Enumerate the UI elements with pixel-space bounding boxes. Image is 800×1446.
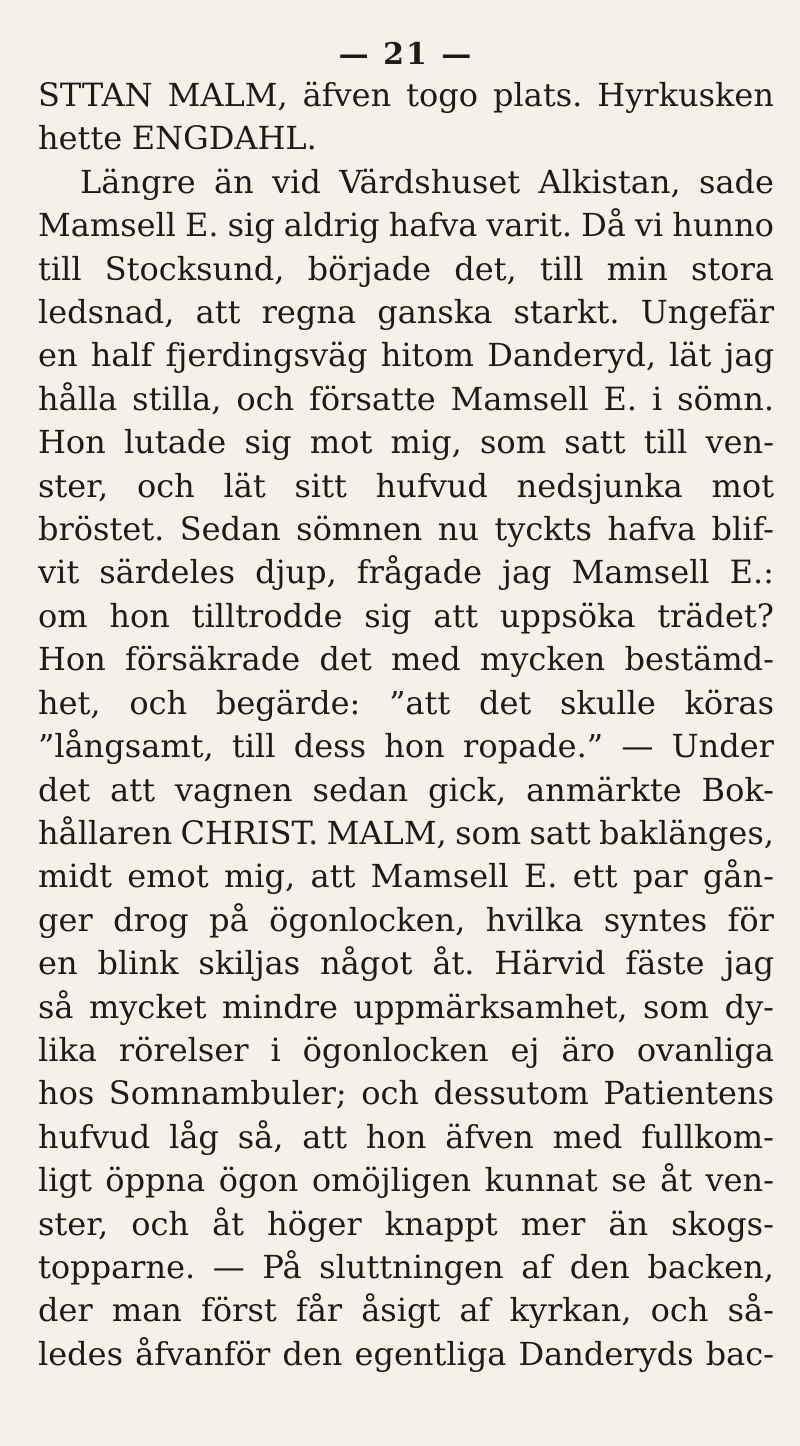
word: den bbox=[569, 1247, 630, 1286]
word: skulle bbox=[559, 683, 656, 722]
word: Värdshuset bbox=[339, 162, 521, 201]
word: skiljas bbox=[198, 944, 301, 983]
text-line bbox=[38, 508, 774, 551]
word: mot bbox=[309, 423, 373, 462]
word: vagnen bbox=[174, 770, 293, 809]
word: att bbox=[110, 770, 155, 809]
word: half bbox=[90, 336, 153, 375]
word: der bbox=[38, 1291, 93, 1330]
word: åt. bbox=[432, 944, 475, 983]
word: bac- bbox=[705, 1334, 774, 1373]
word: bestämd- bbox=[624, 640, 774, 679]
word: och bbox=[129, 683, 188, 722]
word: Bok- bbox=[701, 770, 774, 809]
word: stilla, bbox=[132, 379, 222, 418]
word: gick, bbox=[427, 770, 507, 809]
word: ster, bbox=[38, 1204, 109, 1243]
word: E.: bbox=[729, 553, 774, 592]
text-line bbox=[38, 1246, 774, 1289]
word: äfven bbox=[302, 76, 392, 114]
word: Danderyd, bbox=[487, 336, 656, 375]
word: ögonlocken, bbox=[269, 900, 466, 939]
word: drog bbox=[113, 900, 189, 939]
word: ledes bbox=[38, 1334, 124, 1373]
word: mig, bbox=[223, 857, 296, 896]
word: ett bbox=[572, 857, 618, 896]
word: till bbox=[38, 249, 82, 288]
word: den bbox=[282, 1334, 343, 1373]
word: ögonlocken bbox=[302, 1030, 489, 1069]
word: uppmärksamhet, bbox=[353, 987, 628, 1026]
word: ven- bbox=[705, 423, 774, 462]
word: försatte bbox=[309, 379, 436, 418]
word: ger bbox=[38, 900, 93, 939]
text-line bbox=[38, 204, 774, 247]
word: och bbox=[361, 1074, 419, 1113]
word: MALM, bbox=[167, 76, 288, 114]
word: med bbox=[390, 640, 461, 679]
word: stora bbox=[691, 249, 774, 288]
word: knappt bbox=[384, 1204, 498, 1243]
word: något bbox=[320, 944, 413, 983]
word: började bbox=[307, 249, 432, 288]
word: att bbox=[310, 857, 356, 896]
word: sig bbox=[227, 206, 275, 245]
word: sömn. bbox=[677, 379, 774, 418]
word: att bbox=[195, 293, 241, 332]
word: Alkistan, bbox=[538, 162, 681, 201]
text-line bbox=[38, 595, 774, 638]
word: hon bbox=[365, 1117, 427, 1156]
word: trädet? bbox=[657, 596, 774, 635]
word: dy- bbox=[724, 987, 774, 1026]
word: Då bbox=[581, 206, 626, 245]
word: det bbox=[478, 683, 532, 722]
word: hon bbox=[384, 727, 445, 766]
word: i bbox=[652, 379, 663, 418]
word: emot bbox=[127, 857, 209, 896]
word: sig bbox=[244, 423, 292, 462]
word: fäste bbox=[625, 944, 705, 983]
word: Mamsell bbox=[450, 379, 589, 418]
word: åt bbox=[660, 1161, 693, 1200]
word: Mamsell bbox=[38, 206, 177, 245]
word: som bbox=[480, 423, 547, 462]
word: Somnambuler; bbox=[108, 1074, 347, 1113]
word: Patientens bbox=[603, 1074, 774, 1113]
word: särdeles bbox=[99, 553, 236, 592]
word: sig bbox=[364, 596, 412, 635]
word: som bbox=[643, 987, 710, 1026]
word: ej bbox=[510, 1030, 540, 1069]
word: så, bbox=[237, 1117, 284, 1156]
text-line bbox=[38, 1333, 774, 1376]
page-header bbox=[38, 0, 774, 74]
word: topparne. bbox=[38, 1247, 196, 1286]
word: åfvanför bbox=[135, 1334, 271, 1373]
word: djup, bbox=[255, 553, 337, 592]
word: togo bbox=[406, 76, 479, 114]
word: äfven bbox=[445, 1117, 534, 1156]
word: som bbox=[455, 813, 522, 852]
word: Ungefär bbox=[640, 293, 774, 332]
text-line bbox=[38, 899, 774, 942]
word: regna bbox=[261, 293, 357, 332]
word: E. bbox=[185, 206, 219, 245]
word: mot bbox=[711, 466, 774, 505]
text-line bbox=[38, 812, 774, 855]
word: så bbox=[38, 987, 74, 1026]
body-text bbox=[38, 74, 774, 1376]
text-line bbox=[38, 248, 774, 291]
word: än bbox=[608, 1204, 649, 1243]
word: lät bbox=[223, 466, 266, 505]
word: hållaren bbox=[38, 813, 173, 852]
word: man bbox=[111, 1291, 182, 1330]
word: hunno bbox=[672, 206, 774, 245]
word: uppsöka bbox=[499, 596, 636, 635]
word: Mamsell bbox=[370, 857, 509, 896]
word: till bbox=[643, 423, 688, 462]
word: satt bbox=[564, 423, 626, 462]
word: på bbox=[209, 900, 249, 939]
text-line bbox=[38, 986, 774, 1029]
word: se bbox=[611, 1161, 647, 1200]
word: hvilka bbox=[485, 900, 584, 939]
word: syntes bbox=[603, 900, 708, 939]
word: så- bbox=[727, 1291, 774, 1330]
text-line bbox=[38, 855, 774, 898]
text-line bbox=[38, 117, 774, 160]
text-line bbox=[38, 1072, 774, 1115]
word: ster, bbox=[38, 466, 109, 505]
word: mycket bbox=[89, 987, 207, 1026]
word: tilltrodde bbox=[191, 596, 343, 635]
word: Sedan bbox=[179, 510, 281, 549]
word: och bbox=[136, 466, 195, 505]
word: — bbox=[621, 727, 654, 766]
word: Mamsell bbox=[571, 553, 710, 592]
word: ENGDAHL. bbox=[131, 119, 317, 158]
word: försäkrade bbox=[125, 640, 301, 679]
text-line bbox=[38, 378, 774, 421]
word: vi bbox=[634, 206, 664, 245]
word: sade bbox=[699, 162, 774, 201]
word: Stocksund, bbox=[104, 249, 285, 288]
word: nedsjunka bbox=[516, 466, 683, 505]
word: jag bbox=[724, 336, 774, 375]
word: och bbox=[650, 1291, 709, 1330]
text-line bbox=[38, 769, 774, 812]
word: och bbox=[236, 379, 295, 418]
word: hålla bbox=[38, 379, 118, 418]
text-line bbox=[38, 74, 774, 117]
word: På bbox=[262, 1247, 302, 1286]
word: hos bbox=[38, 1074, 95, 1113]
word: hufvud bbox=[38, 1117, 151, 1156]
word: lutade bbox=[124, 423, 227, 462]
word: ledsnad, bbox=[38, 293, 175, 332]
word: blink bbox=[97, 944, 179, 983]
word: anmärkte bbox=[526, 770, 682, 809]
word: starkt. bbox=[513, 293, 620, 332]
word: jag bbox=[724, 944, 774, 983]
word: bröstet. bbox=[38, 510, 165, 549]
text-line bbox=[38, 421, 774, 464]
word: kyrkan, bbox=[509, 1291, 632, 1330]
word: för bbox=[727, 900, 774, 939]
word: sluttningen bbox=[319, 1247, 504, 1286]
word: lika bbox=[38, 1030, 97, 1069]
word: ven- bbox=[705, 1161, 774, 1200]
word: och bbox=[131, 1204, 190, 1243]
word: MALM, bbox=[326, 813, 447, 852]
word: E. bbox=[523, 857, 558, 896]
word: låg bbox=[169, 1117, 219, 1156]
word: ovanliga bbox=[636, 1030, 774, 1069]
word: dess bbox=[293, 727, 366, 766]
word: Danderyds bbox=[518, 1334, 694, 1373]
word: het, bbox=[38, 683, 101, 722]
word: plats. bbox=[493, 76, 583, 114]
word: till bbox=[231, 727, 276, 766]
word: min bbox=[606, 249, 668, 288]
word: först bbox=[201, 1291, 277, 1330]
word: Hon bbox=[38, 423, 106, 462]
text-line bbox=[38, 725, 774, 768]
word: mycken bbox=[479, 640, 606, 679]
word: mig, bbox=[390, 423, 462, 462]
word: midt bbox=[38, 857, 112, 896]
word: öppna bbox=[105, 1161, 206, 1200]
text-line bbox=[38, 161, 774, 204]
text-line bbox=[38, 465, 774, 508]
word: äro bbox=[561, 1030, 615, 1069]
word: om bbox=[38, 596, 88, 635]
word: höger bbox=[267, 1204, 362, 1243]
word: varit. bbox=[486, 206, 573, 245]
word: gån- bbox=[702, 857, 774, 896]
text-line bbox=[38, 942, 774, 985]
word: en bbox=[38, 944, 78, 983]
word: att bbox=[302, 1117, 348, 1156]
word: vit bbox=[38, 553, 80, 592]
word: lät bbox=[669, 336, 712, 375]
text-line bbox=[38, 638, 774, 681]
word: sömnen bbox=[296, 510, 423, 549]
text-line bbox=[38, 334, 774, 377]
word: en bbox=[38, 336, 78, 375]
word: Härvid bbox=[494, 944, 606, 983]
text-line bbox=[38, 682, 774, 725]
word: att bbox=[433, 596, 478, 635]
word: Under bbox=[671, 727, 774, 766]
word: omöjligen bbox=[311, 1161, 472, 1200]
word: aldrig bbox=[283, 206, 380, 245]
word: sedan bbox=[312, 770, 409, 809]
word: mindre bbox=[222, 987, 338, 1026]
word: köras bbox=[684, 683, 774, 722]
word: egentliga bbox=[354, 1334, 507, 1373]
word: backen, bbox=[647, 1247, 774, 1286]
word: frågade bbox=[356, 553, 482, 592]
text-line bbox=[38, 291, 774, 334]
word: STTAN bbox=[38, 76, 153, 114]
word: hafva bbox=[388, 206, 478, 245]
word: hon bbox=[109, 596, 170, 635]
word: Hyrkusken bbox=[597, 76, 774, 114]
word: vid bbox=[272, 162, 321, 201]
text-line bbox=[38, 1203, 774, 1246]
page-number: — 21 — bbox=[338, 37, 474, 72]
word: hette bbox=[38, 119, 123, 158]
word: blif- bbox=[711, 510, 774, 549]
word: af bbox=[459, 1291, 491, 1330]
word: dessutom bbox=[433, 1074, 589, 1113]
word: jag bbox=[502, 553, 552, 592]
word: i bbox=[270, 1030, 281, 1069]
text-line bbox=[38, 1289, 774, 1332]
word: begärde: bbox=[215, 683, 361, 722]
word: det, bbox=[454, 249, 517, 288]
word: fjerdingsväg bbox=[165, 336, 368, 375]
text-line bbox=[38, 1029, 774, 1072]
word: mer bbox=[520, 1204, 586, 1243]
word: än bbox=[214, 162, 254, 201]
word: åsigt bbox=[361, 1291, 441, 1330]
word: ligt bbox=[38, 1161, 92, 1200]
word: Hon bbox=[38, 640, 106, 679]
word: rörelser bbox=[118, 1030, 249, 1069]
word: skogs- bbox=[671, 1204, 774, 1243]
word: nu bbox=[437, 510, 479, 549]
word: satt bbox=[529, 813, 591, 852]
word: hitom bbox=[380, 336, 475, 375]
word: E. bbox=[603, 379, 638, 418]
word: får bbox=[295, 1291, 343, 1330]
word: med bbox=[552, 1117, 623, 1156]
word: CHRIST. bbox=[180, 813, 319, 852]
word: sitt bbox=[294, 466, 347, 505]
word: baklänges, bbox=[599, 813, 774, 852]
word: kunnat bbox=[484, 1161, 598, 1200]
word: det bbox=[38, 770, 91, 809]
word: Längre bbox=[80, 162, 196, 201]
word: fullkom- bbox=[641, 1117, 774, 1156]
word: hafva bbox=[607, 510, 697, 549]
word: det bbox=[319, 640, 372, 679]
word: ropade.” bbox=[463, 727, 604, 766]
word: hufvud bbox=[375, 466, 488, 505]
text-line bbox=[38, 1159, 774, 1202]
word: af bbox=[521, 1247, 553, 1286]
word: par bbox=[632, 857, 688, 896]
word: ganska bbox=[377, 293, 493, 332]
word: ”att bbox=[389, 683, 451, 722]
text-line bbox=[38, 551, 774, 594]
word: till bbox=[539, 249, 584, 288]
word: ögon bbox=[218, 1161, 299, 1200]
word: ”långsamt, bbox=[38, 727, 214, 766]
word: åt bbox=[212, 1204, 245, 1243]
text-line bbox=[38, 1116, 774, 1159]
word: — bbox=[212, 1247, 245, 1286]
word: tyckts bbox=[494, 510, 592, 549]
